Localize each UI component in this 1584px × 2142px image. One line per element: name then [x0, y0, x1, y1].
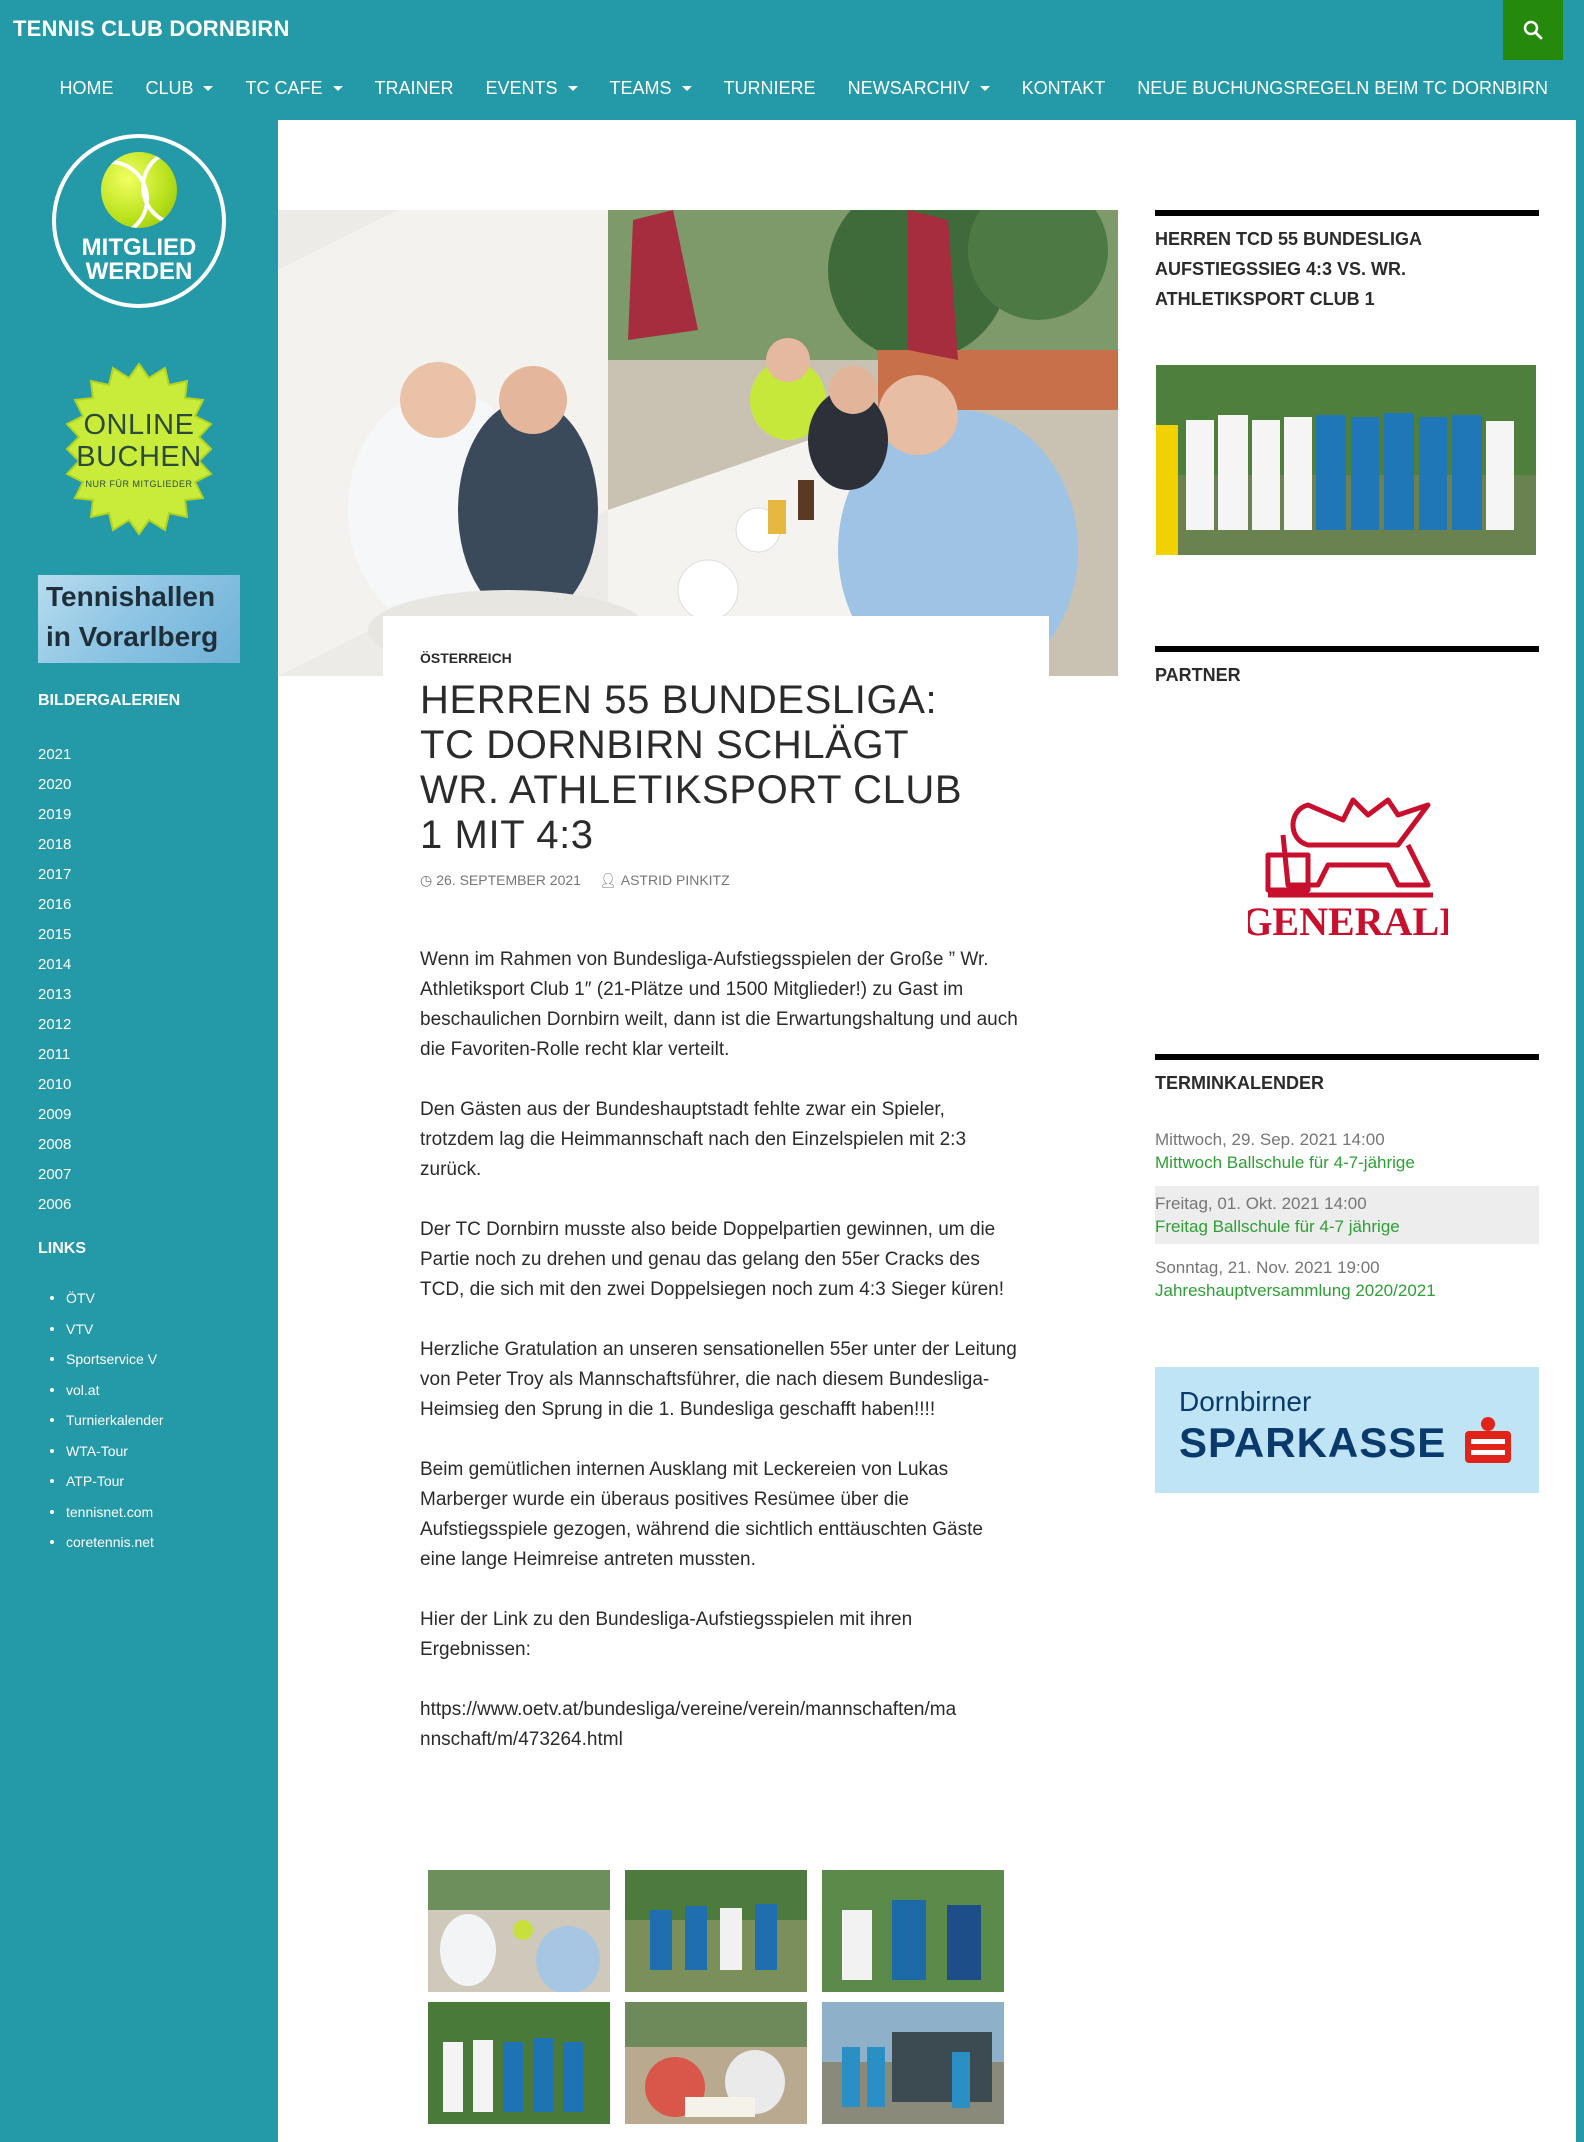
sparkasse-s-icon [1465, 1417, 1511, 1463]
nav-turniere[interactable]: TURNIERE [723, 78, 816, 98]
galleries-heading: BILDERGALERIEN [38, 692, 181, 709]
list-item[interactable]: VTV [50, 1314, 164, 1345]
article-meta [420, 872, 730, 889]
year-link[interactable]: 2014 [38, 956, 72, 973]
year-link[interactable]: 2020 [38, 776, 72, 793]
year-link[interactable]: 2016 [38, 896, 72, 913]
nav-teams[interactable]: TEAMS [594, 78, 708, 99]
tennis-ball-icon [101, 152, 177, 228]
links-list [50, 1283, 164, 1558]
chevron-down-icon [568, 86, 578, 91]
booking-badge-line1: ONLINE [83, 409, 195, 441]
event-date: Mittwoch, 29. Sep. 2021 14:00 [1155, 1130, 1385, 1149]
list-item[interactable]: ÖTV [50, 1283, 164, 1314]
year-link[interactable]: 2019 [38, 806, 72, 823]
tennishallen-banner-link[interactable] [38, 575, 240, 663]
chevron-down-icon [980, 86, 990, 91]
widget-divider [1155, 646, 1539, 652]
event-date: Sonntag, 21. Nov. 2021 19:00 [1155, 1258, 1380, 1277]
year-link[interactable]: 2012 [38, 1016, 72, 1033]
year-link[interactable]: 2021 [38, 746, 72, 763]
sparkasse-line2: SPARKASSE [1179, 1417, 1515, 1466]
featured-image [278, 210, 1118, 676]
generali-lion-icon [1248, 785, 1448, 945]
year-link[interactable]: 2008 [38, 1136, 72, 1153]
galleries-year-list [38, 740, 71, 1220]
widget-divider [1155, 1054, 1539, 1060]
partner-heading: PARTNER [1155, 665, 1241, 685]
nav-events[interactable]: EVENTS [470, 78, 594, 99]
paragraph: Beim gemütlichen internen Ausklang mit Leckereien von Lukas Marberger wurde ein überaus positives Resümee über die Aufstiegsspiele gezogen, während die sichtlich enttäuschten Gäste eine lange Heimreise antreten mussten. [420, 1459, 983, 1570]
links-heading: LINKS [38, 1240, 86, 1257]
gallery-thumb[interactable] [822, 2002, 1004, 2124]
year-link[interactable]: 2015 [38, 926, 72, 943]
nav-club[interactable]: CLUB [129, 78, 229, 99]
year-link[interactable]: 2011 [38, 1046, 71, 1063]
list-item[interactable]: ATP-Tour [50, 1466, 164, 1497]
sparkasse-banner-link[interactable] [1155, 1367, 1539, 1493]
nav-newsarchiv[interactable]: NEWSARCHIV [832, 78, 1006, 99]
paragraph: Hier der Link zu den Bundesliga-Aufstiegsspielen mit ihren Ergebnissen: [420, 1609, 913, 1660]
main-content [278, 120, 1576, 2142]
year-link[interactable]: 2013 [38, 986, 72, 1003]
gallery-thumb[interactable] [428, 1870, 610, 1992]
gallery-thumb[interactable] [625, 1870, 807, 1992]
widget-divider [1155, 210, 1539, 216]
user-icon: 👤︎ [598, 872, 617, 888]
calendar-event [1155, 1128, 1539, 1174]
list-item[interactable]: vol.at [50, 1375, 164, 1406]
search-button[interactable] [1503, 0, 1563, 60]
article-title: HERREN 55 BUNDESLIGA: TC DORNBIRN SCHLÄGT WR. ATHLETIKSPORT CLUB 1 MIT 4:3 [420, 678, 963, 857]
article-body [420, 945, 1020, 1785]
list-item[interactable]: coretennis.net [50, 1527, 164, 1558]
paragraph: Herzliche Gratulation an unseren sensationellen 55er unter der Leitung von Peter Troy als Mannschaftsführer, die nach diesem Bundesliga-Heimsieg den Sprung in die 1. Bundesliga geschafft haben!!!! [420, 1339, 1017, 1420]
event-link[interactable]: Mittwoch Ballschule für 4-7-jährige [1155, 1153, 1415, 1172]
year-link[interactable]: 2007 [38, 1166, 72, 1183]
clock-icon: ◷ [420, 872, 433, 888]
recent-post-link[interactable]: HERREN TCD 55 BUNDESLIGA AUFSTIEGSSIEG 4:3 VS. WR. ATHLETIKSPORT CLUB 1 [1155, 229, 1422, 309]
year-link[interactable]: 2009 [38, 1106, 72, 1123]
event-link[interactable]: Jahreshauptversammlung 2020/2021 [1155, 1281, 1436, 1300]
calendar-heading: TERMINKALENDER [1155, 1073, 1324, 1093]
member-badge-line2: WERDEN [85, 258, 193, 285]
year-link[interactable]: 2006 [38, 1196, 72, 1213]
primary-nav [43, 78, 1564, 99]
tennishallen-line2: in Vorarlberg [46, 621, 219, 652]
category-link[interactable]: ÖSTERREICH [420, 650, 512, 666]
member-badge-line1: MITGLIED [81, 234, 197, 261]
tennishallen-line1: Tennishallen [46, 581, 216, 612]
calendar-event [1155, 1256, 1539, 1302]
nav-tc-cafe[interactable]: TC CAFE [229, 78, 358, 99]
member-badge-link[interactable] [52, 134, 226, 308]
oetv-link[interactable]: https://www.oetv.at/bundesliga/vereine/verein/mannschaften/mannschaft/m/473264.html [420, 1699, 957, 1750]
nav-buchungsregeln[interactable]: NEUE BUCHUNGSREGELN BEIM TC DORNBIRN [1137, 78, 1548, 98]
gallery-thumb[interactable] [822, 1870, 1004, 1992]
dinner-photo [278, 210, 1118, 676]
post-author-link[interactable]: 👤︎ ASTRID PINKITZ [598, 872, 730, 888]
partner-name: GENERALI [1248, 899, 1448, 944]
chevron-down-icon [682, 86, 692, 91]
nav-trainer[interactable]: TRAINER [374, 78, 454, 98]
photo-gallery [428, 1870, 1004, 2124]
list-item[interactable]: tennisnet.com [50, 1497, 164, 1528]
list-item[interactable]: WTA-Tour [50, 1436, 164, 1467]
site-header [0, 0, 1584, 120]
left-sidebar [0, 120, 278, 2142]
site-title[interactable]: TENNIS CLUB DORNBIRN [13, 16, 290, 41]
event-date: Freitag, 01. Okt. 2021 14:00 [1155, 1194, 1367, 1213]
year-link[interactable]: 2017 [38, 866, 72, 883]
gallery-thumb[interactable] [625, 2002, 807, 2124]
generali-logo-link[interactable] [1248, 785, 1448, 945]
booking-badge-line2: BUCHEN [76, 441, 202, 473]
year-link[interactable]: 2010 [38, 1076, 72, 1093]
nav-home[interactable]: HOME [59, 78, 114, 98]
year-link[interactable]: 2018 [38, 836, 72, 853]
paragraph: Der TC Dornbirn musste also beide Doppelpartien gewinnen, um die Partie noch zu drehen und genau das gelang den 55er Cracks des TCD, die sich mit den zwei Doppelsiegen noch zum 4:3 Sieger küren! [420, 1219, 1005, 1300]
calendar-event [1155, 1186, 1539, 1244]
list-item[interactable]: Sportservice V [50, 1344, 164, 1375]
event-link[interactable]: Freitag Ballschule für 4-7 jährige [1155, 1217, 1400, 1236]
nav-kontakt[interactable]: KONTAKT [1021, 78, 1106, 98]
gallery-thumb[interactable] [428, 2002, 610, 2124]
chevron-down-icon [203, 86, 213, 91]
recent-post-image[interactable] [1156, 365, 1536, 555]
chevron-down-icon [333, 86, 343, 91]
search-icon [1523, 20, 1543, 40]
online-booking-badge-link[interactable] [50, 360, 228, 538]
paragraph: Wenn im Rahmen von Bundesliga-Aufstiegsspielen der Große ” Wr. Athletiksport Club 1″ (21-Plätze und 1500 Mitglieder!) zu Gast im beschaulichen Dornbirn weilt, dann ist die Erwartungshaltung und auch die Favoriten-Rolle recht klar verteilt. [420, 949, 1018, 1060]
booking-badge-line3: NUR FÜR MITGLIEDER [85, 479, 193, 489]
list-item[interactable]: Turnierkalender [50, 1405, 164, 1436]
sparkasse-line1: Dornbirner [1179, 1386, 1312, 1417]
post-date-link[interactable]: ◷ 26. SEPTEMBER 2021 [420, 872, 581, 888]
paragraph: Den Gästen aus der Bundeshauptstadt fehlte zwar ein Spieler, trotzdem lag die Heimmannschaft nach den Einzelspielen mit 2:3 zurück. [420, 1099, 967, 1180]
